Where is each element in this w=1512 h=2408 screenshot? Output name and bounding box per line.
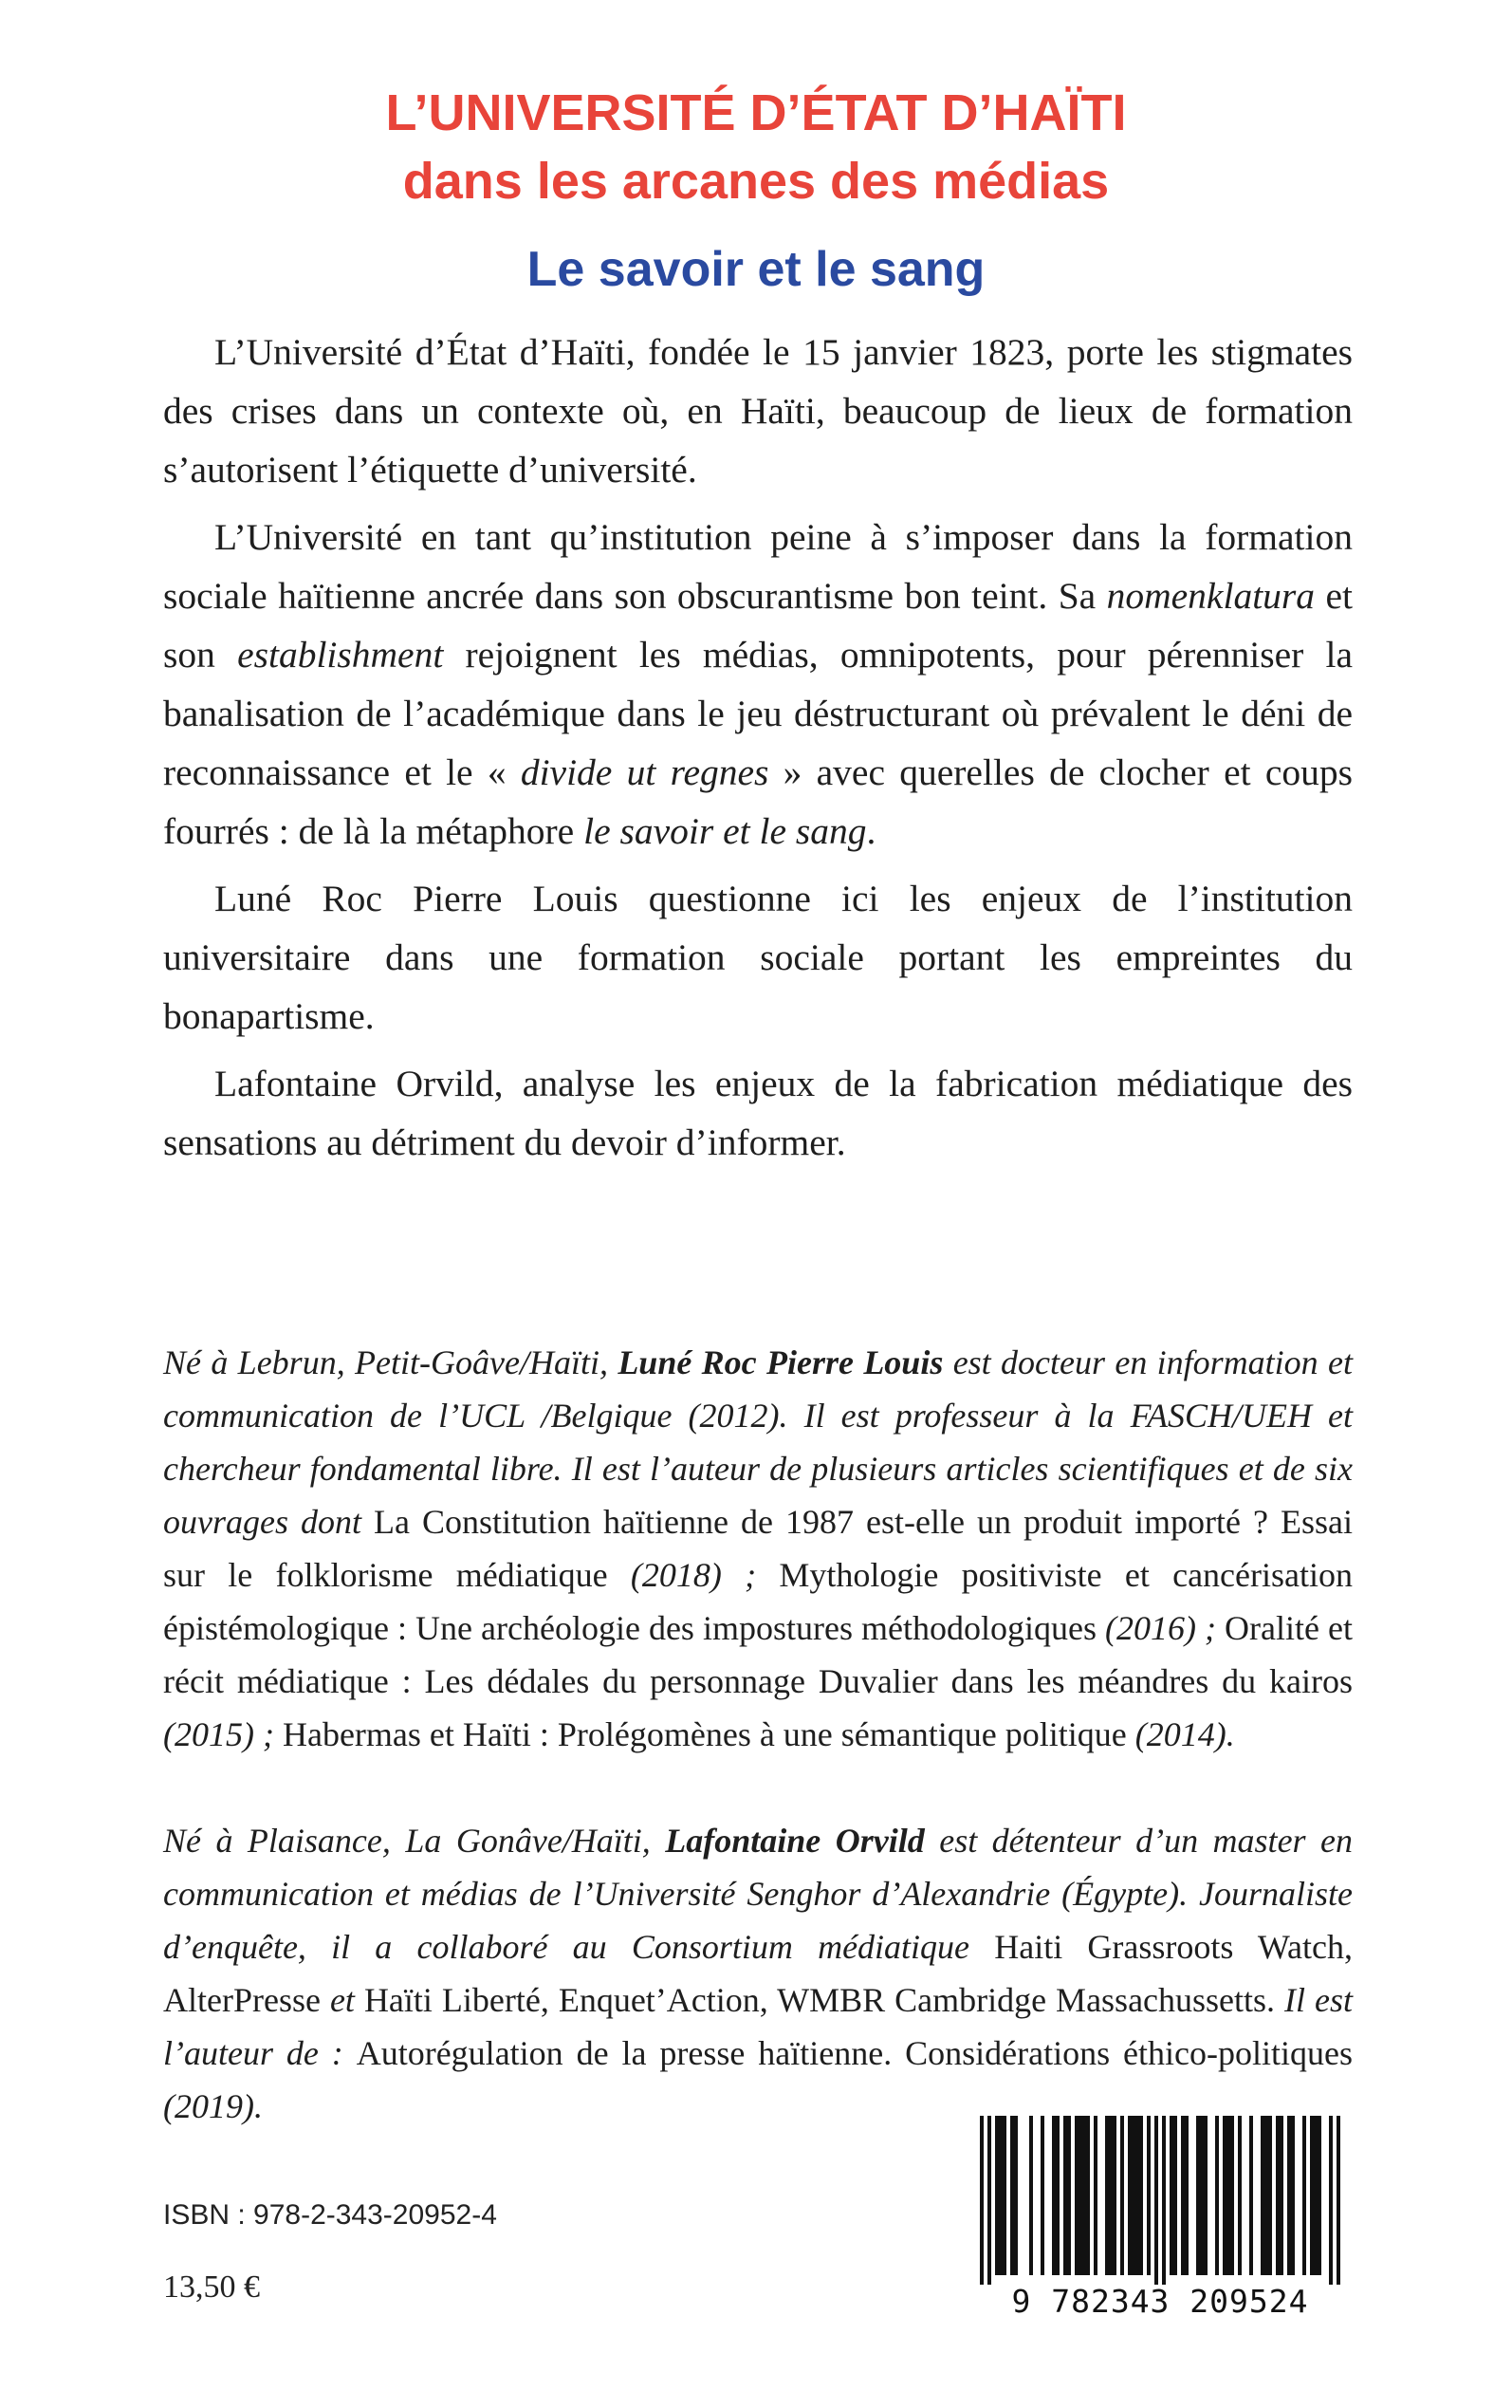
work-year: (2019). bbox=[163, 2087, 263, 2125]
barcode-bar bbox=[1280, 2116, 1283, 2275]
barcode-bar bbox=[1318, 2116, 1321, 2275]
author-bios bbox=[163, 1336, 1353, 2133]
author-bio-1 bbox=[163, 1336, 1353, 1761]
barcode-bar bbox=[1154, 2116, 1158, 2285]
author-name: Luné Roc Pierre Louis bbox=[618, 1343, 944, 1381]
barcode-digits: 9 782343 209524 bbox=[1011, 2283, 1309, 2320]
barcode-bar bbox=[1079, 2116, 1082, 2275]
barcode-bar bbox=[1109, 2116, 1113, 2275]
barcode-bar bbox=[1291, 2116, 1295, 2275]
bio-text: Né à Lebrun, Petit-Goâve/Haïti, bbox=[163, 1343, 618, 1381]
barcode-bar bbox=[1204, 2116, 1208, 2275]
work-title: La Constitution haïtienne de 1987 est-elle un produit importé ? Essai sur le folklorisme médiatique bbox=[163, 1503, 1353, 1594]
blurb-text: rejoignent les médias, omnipotents, pour pérenniser la banalisation de l’académique dans le jeu déstructurant où prévalent le déni de reconnaissance et le « bbox=[163, 634, 1353, 793]
barcode-bars bbox=[966, 2116, 1355, 2285]
blurb-paragraph-4: Lafontaine Orvild, analyse les enjeux de la fabrication médiatique des sensations au détriment du devoir d’informer. bbox=[163, 1063, 1353, 1163]
blurb-text: et son bbox=[163, 575, 1353, 676]
barcode-bar bbox=[1067, 2116, 1071, 2275]
blurb-paragraph-1: L’Université d’État d’Haïti, fondée le 15 janvier 1823, porte les stigmates des crises dans un contexte où, en Haïti, beaucoup de lieux de formation s’autorisent l’étiquette d’université. bbox=[163, 331, 1353, 491]
barcode-bar bbox=[995, 2116, 999, 2275]
work-year: (2016) ; bbox=[1096, 1609, 1217, 1647]
work-year: (2015) ; bbox=[163, 1715, 274, 1753]
blurb-italic-term: divide ut regnes bbox=[520, 751, 769, 793]
barcode-bar bbox=[1041, 2116, 1044, 2275]
barcode-bar bbox=[1147, 2116, 1151, 2275]
blurb-paragraph-2 bbox=[163, 508, 1353, 861]
barcode-bar bbox=[1113, 2116, 1116, 2275]
bio-text: est docteur en information et communication de l’UCL /Belgique (2012). Il est professeur à la FASCH/UEH et chercheur fondamental libre. Il est l’auteur de plusieurs articles scientifiques et de six ouvrages dont bbox=[163, 1343, 1353, 1541]
work-title: Autorégulation de la presse haïtienne. Considérations éthico-politiques bbox=[356, 2034, 1353, 2072]
barcode-bar bbox=[1314, 2116, 1318, 2275]
barcode-bar bbox=[1135, 2116, 1139, 2275]
back-cover-blurb bbox=[163, 323, 1353, 1180]
work-title: Habermas et Haïti : Prolégomènes à une sémantique politique bbox=[282, 1715, 1127, 1753]
barcode-bar bbox=[1094, 2116, 1097, 2275]
barcode-bar bbox=[1181, 2116, 1185, 2275]
barcode-bar bbox=[1264, 2116, 1268, 2275]
barcode-bar bbox=[1310, 2116, 1314, 2275]
work-year: (2014). bbox=[1126, 1715, 1235, 1753]
barcode-bar bbox=[1010, 2116, 1014, 2275]
title-line-2: dans les arcanes des médias bbox=[402, 153, 1110, 210]
barcode-bar bbox=[1014, 2116, 1018, 2275]
author-bio-2 bbox=[163, 1814, 1353, 2133]
barcode-bar bbox=[1238, 2116, 1242, 2275]
barcode-bar bbox=[1173, 2116, 1177, 2275]
barcode-bar bbox=[1120, 2116, 1124, 2275]
barcode-bar bbox=[980, 2116, 984, 2285]
media-name: Haïti Liberté, Enquet’Action, WMBR Cambridge Massachussetts. bbox=[363, 1981, 1276, 2019]
work-title: Oralité et récit médiatique : Les dédales du personnage Duvalier dans les méandres du kairos bbox=[163, 1609, 1354, 1700]
blurb-text: » avec querelles de clocher et coups fourrés : de là la métaphore bbox=[163, 751, 1353, 852]
work-year: (2018) ; bbox=[607, 1556, 757, 1594]
barcode-bar bbox=[1249, 2116, 1253, 2275]
barcode-bar bbox=[1063, 2116, 1067, 2275]
blurb-paragraph-3: Luné Roc Pierre Louis questionne ici les enjeux de l’institution universitaire dans une formation sociale portant les empreintes du bonapartisme. bbox=[163, 878, 1353, 1037]
barcode-bar bbox=[999, 2116, 1003, 2275]
barcode-bar bbox=[1223, 2116, 1226, 2275]
barcode-bar bbox=[1170, 2116, 1173, 2275]
barcode-bar bbox=[1302, 2116, 1306, 2275]
barcode-bar bbox=[1105, 2116, 1109, 2275]
barcode-bar bbox=[1196, 2116, 1200, 2275]
media-name: Haiti Grassroots Watch, AlterPresse bbox=[163, 1928, 1353, 2019]
barcode-bar bbox=[1287, 2116, 1291, 2275]
work-title: Mythologie positiviste et cancérisation épistémologique : Une archéologie des impostures méthodologiques bbox=[163, 1556, 1353, 1647]
barcode-bar bbox=[1230, 2116, 1234, 2275]
barcode-bar bbox=[1086, 2116, 1090, 2275]
barcode-bar bbox=[1052, 2116, 1056, 2275]
barcode-bar bbox=[1329, 2116, 1333, 2285]
author-name: Lafontaine Orvild bbox=[665, 1822, 925, 1860]
bio-text: et bbox=[320, 1981, 364, 2019]
blurb-italic-term: establishment bbox=[237, 634, 444, 676]
barcode-bar bbox=[1132, 2116, 1135, 2275]
blurb-italic-term: le savoir et le sang bbox=[583, 810, 867, 852]
blurb-text: . bbox=[866, 810, 876, 852]
barcode-bar bbox=[1200, 2116, 1204, 2275]
barcode-bar bbox=[1185, 2116, 1189, 2275]
subtitle: Le savoir et le sang bbox=[526, 242, 986, 297]
blurb-text: L’Université en tant qu’institution peine à s’imposer dans la formation sociale haïtienne ancrée dans son obscurantisme bon teint. Sa bbox=[163, 516, 1353, 617]
barcode-bar bbox=[1226, 2116, 1230, 2275]
bio-text: Il est l’auteur de : bbox=[163, 1981, 1354, 2072]
barcode-bar bbox=[1139, 2116, 1143, 2275]
barcode-bar bbox=[1056, 2116, 1060, 2275]
barcode-bar bbox=[1276, 2116, 1280, 2275]
title-line-1: L’UNIVERSITÉ D’ÉTAT D’HAÏTI bbox=[385, 84, 1127, 141]
bio-text: est détenteur d’un master en communication et médias de l’Université Senghor d’Alexandrie (Égypte). Journaliste d’enquête, il a collaboré au Consortium médiatique bbox=[163, 1822, 1353, 1966]
bio-text: Né à Plaisance, La Gonâve/Haïti, bbox=[163, 1822, 666, 1860]
barcode-bar bbox=[1128, 2116, 1132, 2275]
barcode-bar bbox=[1268, 2116, 1272, 2275]
barcode-bar bbox=[987, 2116, 991, 2285]
barcode-bar bbox=[1215, 2116, 1219, 2275]
barcode-bar bbox=[1337, 2116, 1340, 2285]
barcode-bar bbox=[1261, 2116, 1264, 2275]
barcode-bar bbox=[1162, 2116, 1166, 2285]
barcode-bar bbox=[1075, 2116, 1079, 2275]
barcode-bar bbox=[1082, 2116, 1086, 2275]
blurb-italic-term: nomenklatura bbox=[1106, 575, 1316, 617]
isbn: ISBN : 978-2-343-20952-4 bbox=[163, 2199, 497, 2231]
price: 13,50 € bbox=[163, 2269, 260, 2305]
barcode bbox=[966, 2116, 1355, 2325]
barcode-bar bbox=[1003, 2116, 1006, 2275]
barcode-bar bbox=[1029, 2116, 1033, 2275]
